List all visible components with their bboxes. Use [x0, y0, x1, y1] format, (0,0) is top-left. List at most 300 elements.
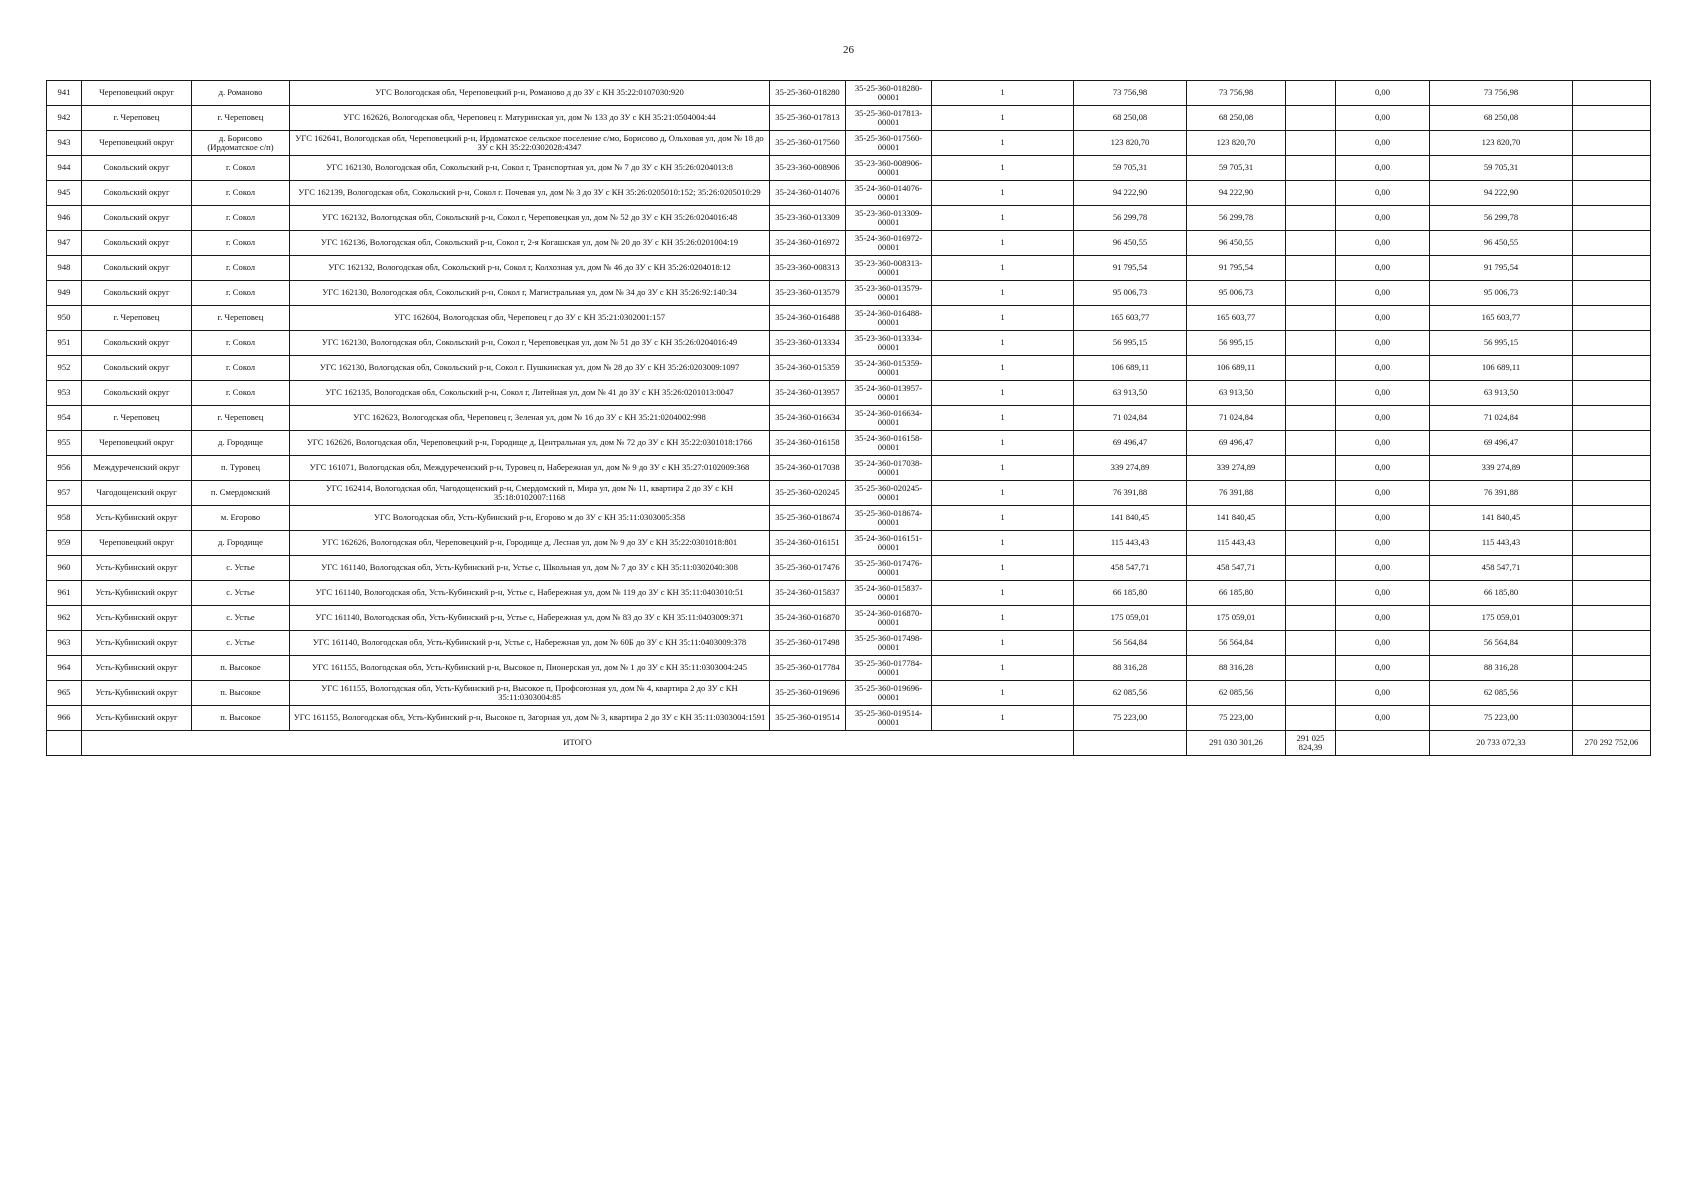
empty-cell	[1573, 331, 1651, 356]
table-row	[47, 381, 1651, 406]
empty-cell	[1074, 731, 1187, 756]
value-4-cell: 0,00	[1336, 131, 1430, 156]
value-3-cell	[1286, 656, 1336, 681]
district-cell: Сокольский округ	[82, 381, 192, 406]
quantity-cell: 1	[932, 206, 1074, 231]
value-2-cell: 66 185,80	[1187, 581, 1286, 606]
empty-cell	[1573, 131, 1651, 156]
object-subcode-cell: 35-25-360-018674-00001	[846, 506, 932, 531]
value-5-cell: 66 185,80	[1430, 581, 1573, 606]
total-value-4: 20 733 072,33	[1430, 731, 1573, 756]
value-3-cell	[1286, 81, 1336, 106]
locality-cell: д. Борисово (Ирдоматское с/п)	[192, 131, 290, 156]
empty-cell	[1573, 306, 1651, 331]
address-cell: УГС 161155, Вологодская обл, Усть-Кубинский р-н, Высокое п, Пионерская ул, дом № 1 до ЗУ с КН 35:11:0303004:245	[290, 656, 770, 681]
value-2-cell: 115 443,43	[1187, 531, 1286, 556]
empty-cell	[47, 731, 82, 756]
value-2-cell: 63 913,50	[1187, 381, 1286, 406]
quantity-cell: 1	[932, 281, 1074, 306]
object-code-cell: 35-24-360-015359	[770, 356, 846, 381]
address-cell: УГС 161155, Вологодская обл, Усть-Кубинский р-н, Высокое п, Профсоюзная ул, дом № 4, квартира 2 до ЗУ с КН 35:11:0303004:85	[290, 681, 770, 706]
value-1-cell: 56 299,78	[1074, 206, 1187, 231]
value-3-cell	[1286, 181, 1336, 206]
value-1-cell: 63 913,50	[1074, 381, 1187, 406]
table-body	[47, 81, 1651, 756]
object-subcode-cell: 35-24-360-016158-00001	[846, 431, 932, 456]
value-1-cell: 115 443,43	[1074, 531, 1187, 556]
object-subcode-cell: 35-24-360-016972-00001	[846, 231, 932, 256]
address-cell: УГС 162623, Вологодская обл, Череповец г, Зеленая ул, дом № 16 до ЗУ с КН 35:21:0204002:998	[290, 406, 770, 431]
value-4-cell: 0,00	[1336, 531, 1430, 556]
row-number-cell: 952	[47, 356, 82, 381]
value-3-cell	[1286, 631, 1336, 656]
row-number-cell: 961	[47, 581, 82, 606]
empty-cell	[1573, 81, 1651, 106]
locality-cell: с. Устье	[192, 581, 290, 606]
value-1-cell: 123 820,70	[1074, 131, 1187, 156]
row-number-cell: 954	[47, 406, 82, 431]
value-4-cell: 0,00	[1336, 106, 1430, 131]
object-subcode-cell: 35-25-360-020245-00001	[846, 481, 932, 506]
value-2-cell: 56 995,15	[1187, 331, 1286, 356]
table-row	[47, 281, 1651, 306]
value-4-cell: 0,00	[1336, 181, 1430, 206]
row-number-cell: 962	[47, 606, 82, 631]
object-subcode-cell: 35-25-360-017560-00001	[846, 131, 932, 156]
locality-cell: п. Смердомский	[192, 481, 290, 506]
quantity-cell: 1	[932, 406, 1074, 431]
value-3-cell	[1286, 206, 1336, 231]
row-number-cell: 943	[47, 131, 82, 156]
value-5-cell: 141 840,45	[1430, 506, 1573, 531]
locality-cell: г. Череповец	[192, 306, 290, 331]
address-cell: УГС 162139, Вологодская обл, Сокольский р-н, Сокол г. Почевая ул, дом № 3 до ЗУ с КН 35:26:0205010:152; 35:26:0205010:29	[290, 181, 770, 206]
quantity-cell: 1	[932, 306, 1074, 331]
value-2-cell: 68 250,08	[1187, 106, 1286, 131]
row-number-cell: 953	[47, 381, 82, 406]
registry-table	[46, 80, 1651, 756]
quantity-cell: 1	[932, 156, 1074, 181]
table-row	[47, 81, 1651, 106]
object-code-cell: 35-24-360-016972	[770, 231, 846, 256]
value-2-cell: 106 689,11	[1187, 356, 1286, 381]
address-cell: УГС 161155, Вологодская обл, Усть-Кубинский р-н, Высокое п, Загорная ул, дом № 3, квартира 2 до ЗУ с КН 35:11:0303004:1591	[290, 706, 770, 731]
quantity-cell: 1	[932, 581, 1074, 606]
address-cell: УГС Вологодская обл, Усть-Кубинский р-н, Егорово м до ЗУ с КН 35:11:0303005:358	[290, 506, 770, 531]
value-2-cell: 458 547,71	[1187, 556, 1286, 581]
object-subcode-cell: 35-23-360-008906-00001	[846, 156, 932, 181]
row-number-cell: 959	[47, 531, 82, 556]
value-1-cell: 458 547,71	[1074, 556, 1187, 581]
table-row	[47, 556, 1651, 581]
district-cell: Усть-Кубинский округ	[82, 606, 192, 631]
empty-cell	[1573, 606, 1651, 631]
row-number-cell: 951	[47, 331, 82, 356]
value-3-cell	[1286, 456, 1336, 481]
object-code-cell: 35-25-360-019514	[770, 706, 846, 731]
empty-cell	[1573, 156, 1651, 181]
row-number-cell: 945	[47, 181, 82, 206]
value-1-cell: 141 840,45	[1074, 506, 1187, 531]
locality-cell: п. Высокое	[192, 681, 290, 706]
value-2-cell: 59 705,31	[1187, 156, 1286, 181]
object-code-cell: 35-23-360-013579	[770, 281, 846, 306]
value-3-cell	[1286, 531, 1336, 556]
address-cell: УГС 162130, Вологодская обл, Сокольский р-н, Сокол г, Череповецкая ул, дом № 51 до ЗУ с КН 35:26:0204016:49	[290, 331, 770, 356]
locality-cell: г. Сокол	[192, 231, 290, 256]
row-number-cell: 950	[47, 306, 82, 331]
district-cell: Сокольский округ	[82, 331, 192, 356]
empty-cell	[1573, 356, 1651, 381]
value-2-cell: 56 299,78	[1187, 206, 1286, 231]
object-subcode-cell: 35-25-360-017784-00001	[846, 656, 932, 681]
value-5-cell: 56 995,15	[1430, 331, 1573, 356]
value-3-cell	[1286, 331, 1336, 356]
value-4-cell: 0,00	[1336, 656, 1430, 681]
object-subcode-cell: 35-24-360-016870-00001	[846, 606, 932, 631]
locality-cell: п. Туровец	[192, 456, 290, 481]
object-subcode-cell: 35-24-360-016488-00001	[846, 306, 932, 331]
address-cell: УГС 162604, Вологодская обл, Череповец г до ЗУ с КН 35:21:0302001:157	[290, 306, 770, 331]
quantity-cell: 1	[932, 131, 1074, 156]
table-row	[47, 181, 1651, 206]
quantity-cell: 1	[932, 656, 1074, 681]
total-value-3	[1336, 731, 1430, 756]
district-cell: Сокольский округ	[82, 256, 192, 281]
value-2-cell: 73 756,98	[1187, 81, 1286, 106]
empty-cell	[1573, 706, 1651, 731]
address-cell: УГС 162130, Вологодская обл, Сокольский р-н, Сокол г, Транспортная ул, дом № 7 до ЗУ с КН 35:26:0204013:8	[290, 156, 770, 181]
row-number-cell: 944	[47, 156, 82, 181]
value-1-cell: 73 756,98	[1074, 81, 1187, 106]
value-4-cell: 0,00	[1336, 456, 1430, 481]
table-row	[47, 406, 1651, 431]
quantity-cell: 1	[932, 81, 1074, 106]
value-1-cell: 62 085,56	[1074, 681, 1187, 706]
quantity-cell: 1	[932, 106, 1074, 131]
value-4-cell: 0,00	[1336, 706, 1430, 731]
table-row	[47, 706, 1651, 731]
address-cell: УГС 161140, Вологодская обл, Усть-Кубинский р-н, Устье с, Набережная ул, дом № 119 до ЗУ с КН 35:11:0403010:51	[290, 581, 770, 606]
quantity-cell: 1	[932, 631, 1074, 656]
value-4-cell: 0,00	[1336, 406, 1430, 431]
value-1-cell: 339 274,89	[1074, 456, 1187, 481]
address-cell: УГС 162130, Вологодская обл, Сокольский р-н, Сокол г. Пушкинская ул, дом № 28 до ЗУ с КН 35:26:0203009:1097	[290, 356, 770, 381]
object-code-cell: 35-24-360-015837	[770, 581, 846, 606]
empty-cell	[1573, 231, 1651, 256]
district-cell: Усть-Кубинский округ	[82, 581, 192, 606]
quantity-cell: 1	[932, 356, 1074, 381]
value-5-cell: 94 222,90	[1430, 181, 1573, 206]
table-row	[47, 331, 1651, 356]
value-3-cell	[1286, 606, 1336, 631]
row-number-cell: 956	[47, 456, 82, 481]
table-row	[47, 206, 1651, 231]
locality-cell: г. Сокол	[192, 206, 290, 231]
locality-cell: г. Сокол	[192, 281, 290, 306]
district-cell: г. Череповец	[82, 406, 192, 431]
value-5-cell: 71 024,84	[1430, 406, 1573, 431]
quantity-cell: 1	[932, 606, 1074, 631]
value-5-cell: 123 820,70	[1430, 131, 1573, 156]
value-2-cell: 56 564,84	[1187, 631, 1286, 656]
object-code-cell: 35-23-360-008906	[770, 156, 846, 181]
row-number-cell: 960	[47, 556, 82, 581]
object-code-cell: 35-25-360-017784	[770, 656, 846, 681]
district-cell: Усть-Кубинский округ	[82, 556, 192, 581]
address-cell: УГС Вологодская обл, Череповецкий р-н, Романово д до ЗУ с КН 35:22:0107030:920	[290, 81, 770, 106]
locality-cell: г. Сокол	[192, 256, 290, 281]
locality-cell: г. Сокол	[192, 356, 290, 381]
value-3-cell	[1286, 231, 1336, 256]
value-1-cell: 71 024,84	[1074, 406, 1187, 431]
row-number-cell: 966	[47, 706, 82, 731]
row-number-cell: 958	[47, 506, 82, 531]
value-2-cell: 123 820,70	[1187, 131, 1286, 156]
value-4-cell: 0,00	[1336, 356, 1430, 381]
quantity-cell: 1	[932, 381, 1074, 406]
locality-cell: г. Сокол	[192, 331, 290, 356]
empty-cell	[1573, 281, 1651, 306]
table-row	[47, 131, 1651, 156]
total-value-2: 291 025 824,39	[1286, 731, 1336, 756]
address-cell: УГС 162414, Вологодская обл, Чагодощенский р-н, Смердомский п, Мира ул, дом № 11, квартира 2 до ЗУ с КН 35:18:0102007:1168	[290, 481, 770, 506]
page-number: 26	[843, 44, 854, 56]
object-subcode-cell: 35-25-360-017498-00001	[846, 631, 932, 656]
value-2-cell: 96 450,55	[1187, 231, 1286, 256]
district-cell: г. Череповец	[82, 106, 192, 131]
value-5-cell: 63 913,50	[1430, 381, 1573, 406]
value-5-cell: 69 496,47	[1430, 431, 1573, 456]
object-code-cell: 35-24-360-016488	[770, 306, 846, 331]
value-1-cell: 56 564,84	[1074, 631, 1187, 656]
value-2-cell: 62 085,56	[1187, 681, 1286, 706]
value-4-cell: 0,00	[1336, 606, 1430, 631]
empty-cell	[1573, 256, 1651, 281]
empty-cell	[1573, 431, 1651, 456]
value-1-cell: 88 316,28	[1074, 656, 1187, 681]
value-3-cell	[1286, 131, 1336, 156]
value-4-cell: 0,00	[1336, 431, 1430, 456]
value-3-cell	[1286, 556, 1336, 581]
quantity-cell: 1	[932, 431, 1074, 456]
object-code-cell: 35-24-360-013957	[770, 381, 846, 406]
value-1-cell: 56 995,15	[1074, 331, 1187, 356]
total-label: ИТОГО	[82, 731, 1074, 756]
row-number-cell: 949	[47, 281, 82, 306]
object-subcode-cell: 35-23-360-013334-00001	[846, 331, 932, 356]
address-cell: УГС 162641, Вологодская обл, Череповецкий р-н, Ирдоматское сельское поселение с/мо, Борисово д, Ольховая ул, дом № 18 до ЗУ с КН 35:22:0302028:4347	[290, 131, 770, 156]
district-cell: Сокольский округ	[82, 231, 192, 256]
empty-cell	[1573, 181, 1651, 206]
object-code-cell: 35-25-360-017813	[770, 106, 846, 131]
quantity-cell: 1	[932, 506, 1074, 531]
object-subcode-cell: 35-24-360-015837-00001	[846, 581, 932, 606]
object-subcode-cell: 35-23-360-008313-00001	[846, 256, 932, 281]
object-code-cell: 35-25-360-018674	[770, 506, 846, 531]
locality-cell: м. Егорово	[192, 506, 290, 531]
value-5-cell: 165 603,77	[1430, 306, 1573, 331]
value-3-cell	[1286, 581, 1336, 606]
locality-cell: с. Устье	[192, 606, 290, 631]
quantity-cell: 1	[932, 481, 1074, 506]
value-4-cell: 0,00	[1336, 556, 1430, 581]
row-number-cell: 964	[47, 656, 82, 681]
locality-cell: д. Городище	[192, 531, 290, 556]
value-5-cell: 59 705,31	[1430, 156, 1573, 181]
address-cell: УГС 162132, Вологодская обл, Сокольский р-н, Сокол г, Колхозная ул, дом № 46 до ЗУ с КН 35:26:0204018:12	[290, 256, 770, 281]
object-code-cell: 35-24-360-017038	[770, 456, 846, 481]
value-1-cell: 96 450,55	[1074, 231, 1187, 256]
value-4-cell: 0,00	[1336, 506, 1430, 531]
district-cell: Усть-Кубинский округ	[82, 706, 192, 731]
locality-cell: с. Устье	[192, 631, 290, 656]
value-2-cell: 71 024,84	[1187, 406, 1286, 431]
object-code-cell: 35-25-360-017476	[770, 556, 846, 581]
value-4-cell: 0,00	[1336, 256, 1430, 281]
address-cell: УГС 162626, Вологодская обл, Череповецкий р-н, Городище д, Центральная ул, дом № 72 до ЗУ с КН 35:22:0301018:1766	[290, 431, 770, 456]
locality-cell: д. Романово	[192, 81, 290, 106]
value-4-cell: 0,00	[1336, 631, 1430, 656]
district-cell: Междуреченский округ	[82, 456, 192, 481]
value-4-cell: 0,00	[1336, 381, 1430, 406]
address-cell: УГС 161140, Вологодская обл, Усть-Кубинский р-н, Устье с, Набережная ул, дом № 83 до ЗУ с КН 35:11:0403009:371	[290, 606, 770, 631]
district-cell: Сокольский округ	[82, 181, 192, 206]
object-subcode-cell: 35-25-360-017813-00001	[846, 106, 932, 131]
district-cell: Усть-Кубинский округ	[82, 656, 192, 681]
value-3-cell	[1286, 256, 1336, 281]
value-4-cell: 0,00	[1336, 481, 1430, 506]
object-code-cell: 35-24-360-016151	[770, 531, 846, 556]
object-code-cell: 35-24-360-016158	[770, 431, 846, 456]
district-cell: Усть-Кубинский округ	[82, 506, 192, 531]
object-subcode-cell: 35-24-360-017038-00001	[846, 456, 932, 481]
value-2-cell: 76 391,88	[1187, 481, 1286, 506]
value-5-cell: 68 250,08	[1430, 106, 1573, 131]
table-row	[47, 656, 1651, 681]
district-cell: Чагодощенский округ	[82, 481, 192, 506]
quantity-cell: 1	[932, 331, 1074, 356]
address-cell: УГС 161071, Вологодская обл, Междуреченский р-н, Туровец п, Набережная ул, дом № 9 до ЗУ с КН 35:27:0102009:368	[290, 456, 770, 481]
value-3-cell	[1286, 431, 1336, 456]
value-4-cell: 0,00	[1336, 581, 1430, 606]
value-1-cell: 66 185,80	[1074, 581, 1187, 606]
value-5-cell: 96 450,55	[1430, 231, 1573, 256]
value-5-cell: 106 689,11	[1430, 356, 1573, 381]
value-3-cell	[1286, 306, 1336, 331]
row-number-cell: 957	[47, 481, 82, 506]
object-subcode-cell: 35-23-360-013579-00001	[846, 281, 932, 306]
locality-cell: с. Устье	[192, 556, 290, 581]
table-row	[47, 506, 1651, 531]
table-row	[47, 356, 1651, 381]
address-cell: УГС 162130, Вологодская обл, Сокольский р-н, Сокол г, Магистральная ул, дом № 34 до ЗУ с КН 35:26:92:140:34	[290, 281, 770, 306]
value-5-cell: 62 085,56	[1430, 681, 1573, 706]
object-subcode-cell: 35-25-360-017476-00001	[846, 556, 932, 581]
value-2-cell: 91 795,54	[1187, 256, 1286, 281]
row-number-cell: 965	[47, 681, 82, 706]
object-subcode-cell: 35-24-360-014076-00001	[846, 181, 932, 206]
object-subcode-cell: 35-24-360-016151-00001	[846, 531, 932, 556]
object-subcode-cell: 35-25-360-018280-00001	[846, 81, 932, 106]
row-number-cell: 948	[47, 256, 82, 281]
value-2-cell: 141 840,45	[1187, 506, 1286, 531]
district-cell: Череповецкий округ	[82, 431, 192, 456]
value-3-cell	[1286, 681, 1336, 706]
district-cell: Сокольский округ	[82, 356, 192, 381]
object-code-cell: 35-24-360-016634	[770, 406, 846, 431]
value-4-cell: 0,00	[1336, 306, 1430, 331]
value-2-cell: 175 059,01	[1187, 606, 1286, 631]
row-number-cell: 942	[47, 106, 82, 131]
district-cell: Сокольский округ	[82, 206, 192, 231]
value-5-cell: 73 756,98	[1430, 81, 1573, 106]
object-code-cell: 35-24-360-014076	[770, 181, 846, 206]
empty-cell	[1573, 106, 1651, 131]
empty-cell	[1573, 656, 1651, 681]
value-1-cell: 106 689,11	[1074, 356, 1187, 381]
address-cell: УГС 162626, Вологодская обл, Череповецкий р-н, Городище д, Лесная ул, дом № 9 до ЗУ с КН 35:22:0301018:801	[290, 531, 770, 556]
district-cell: г. Череповец	[82, 306, 192, 331]
empty-cell	[1573, 556, 1651, 581]
object-code-cell: 35-25-360-020245	[770, 481, 846, 506]
value-5-cell: 95 006,73	[1430, 281, 1573, 306]
value-2-cell: 69 496,47	[1187, 431, 1286, 456]
value-5-cell: 56 564,84	[1430, 631, 1573, 656]
empty-cell	[1573, 681, 1651, 706]
address-cell: УГС 162132, Вологодская обл, Сокольский р-н, Сокол г, Череповецкая ул, дом № 52 до ЗУ с КН 35:26:0204016:48	[290, 206, 770, 231]
value-1-cell: 68 250,08	[1074, 106, 1187, 131]
quantity-cell: 1	[932, 256, 1074, 281]
value-4-cell: 0,00	[1336, 156, 1430, 181]
quantity-cell: 1	[932, 231, 1074, 256]
value-4-cell: 0,00	[1336, 681, 1430, 706]
value-3-cell	[1286, 156, 1336, 181]
table-row	[47, 231, 1651, 256]
object-code-cell: 35-24-360-016870	[770, 606, 846, 631]
value-4-cell: 0,00	[1336, 81, 1430, 106]
object-subcode-cell: 35-25-360-019514-00001	[846, 706, 932, 731]
table-row	[47, 306, 1651, 331]
locality-cell: г. Череповец	[192, 406, 290, 431]
empty-cell	[1573, 631, 1651, 656]
empty-cell	[1573, 481, 1651, 506]
locality-cell: п. Высокое	[192, 656, 290, 681]
district-cell: Череповецкий округ	[82, 81, 192, 106]
table-row	[47, 431, 1651, 456]
quantity-cell: 1	[932, 456, 1074, 481]
value-3-cell	[1286, 106, 1336, 131]
empty-cell	[1573, 581, 1651, 606]
quantity-cell: 1	[932, 556, 1074, 581]
value-2-cell: 95 006,73	[1187, 281, 1286, 306]
quantity-cell: 1	[932, 706, 1074, 731]
value-1-cell: 95 006,73	[1074, 281, 1187, 306]
value-1-cell: 69 496,47	[1074, 431, 1187, 456]
district-cell: Усть-Кубинский округ	[82, 631, 192, 656]
value-4-cell: 0,00	[1336, 231, 1430, 256]
value-1-cell: 94 222,90	[1074, 181, 1187, 206]
locality-cell: д. Городище	[192, 431, 290, 456]
object-subcode-cell: 35-24-360-013957-00001	[846, 381, 932, 406]
object-code-cell: 35-25-360-018280	[770, 81, 846, 106]
value-2-cell: 75 223,00	[1187, 706, 1286, 731]
value-3-cell	[1286, 381, 1336, 406]
value-1-cell: 76 391,88	[1074, 481, 1187, 506]
table-row	[47, 531, 1651, 556]
value-5-cell: 115 443,43	[1430, 531, 1573, 556]
table-row	[47, 581, 1651, 606]
